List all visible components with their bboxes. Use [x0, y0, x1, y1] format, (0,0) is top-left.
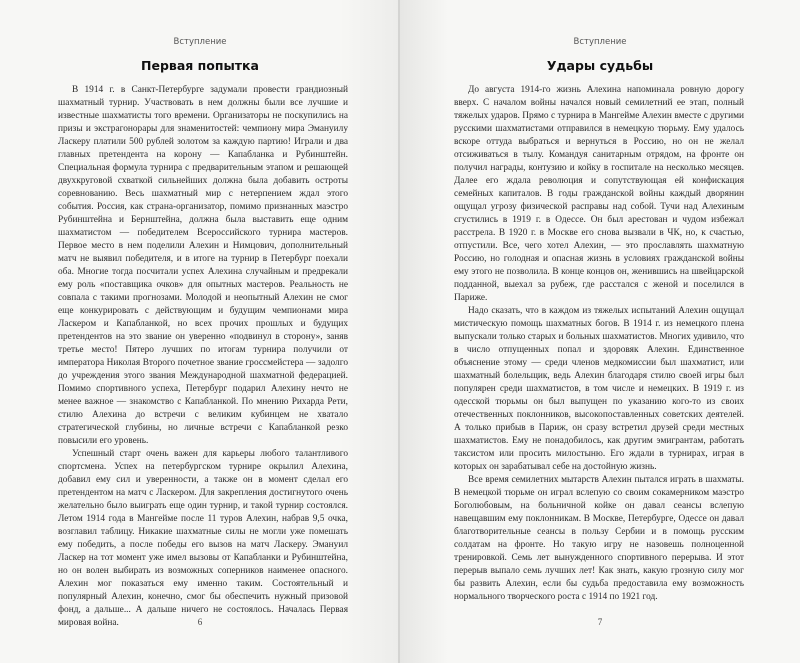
paragraph: Надо сказать, что в каждом из тяжелых испытаний Алехин ощущал мистическую помощь шахматных богов. В 1914 г. из немецкого плена выпускали только старых и больных шахматистов. Многих удивило, что в число отпущенных попал и здоровяк Алехин. Единственное объяснение этому — среди членов медкомиссии был шахматист, или шахматный болельщик, ведь Алехин благодаря стилю своей игры был популярен среди шахматистов, в том числе и немецких. В 1919 г. из одесской тюрьмы он был выпущен по указанию кого-то из своих отечественных поклонников, высокопоставленных советских деятелей. А только прибыв в Париж, он сразу встретил друзей среди местных шахматистов. Ему не понадобилось, как другим эмигрантам, работать таксистом или просить милостыню. Его ждали в турнирах, играя в которых он зарабатывал себе на достойную жизнь. [454, 306, 744, 472]
running-head-right: Вступление [573, 37, 627, 47]
chapter-title-first-attempt: Первая попытка [141, 58, 259, 73]
running-head-left: Вступление [173, 37, 227, 47]
right-page [400, 0, 800, 663]
paragraph: До августа 1914-го жизнь Алехина напоминала ровную дорогу вверх. С началом войны начался новый семилетний ее этап, полный тяжелых ударов. Прямо с турнира в Мангейме Алехин вместе с другими русскими шахматистами отправился в немецкую тюрьму. Ему удалось вскоре оттуда выбраться и вернуться в Россию, но он не желал отсиживаться в тылу. Командуя санитарным отрядом, на фронте он получил награды, контузию и койку в госпитале на несколько месяцев. Далее его ждала революция и сопутствующая ей конфискация семейных капиталов. В годы гражданской войны каждый дворянин ощущал угрозу физической расправы над собой. Тучи над Алехиным сгустились в 1919 г. в Одессе. Он был арестован и чудом избежал расстрела. В 1920 г. в Москве его снова вызвали в ЧК, но, к счастью, отпустили. Все, чего хотел Алехин, — это прославлять шахматную Россию, но голодная и опасная жизнь в условиях гражданской войны ему этого не позволила. В конце концов он, женившись на швейцарской подданной, выехал за рубеж, где расстался с женой и поселился в Париже. [454, 85, 744, 303]
paragraph: Все время семилетних мытарств Алехин пытался играть в шахматы. В немецкой тюрьме он играл вслепую со своим сокамерником маэстро Боголюбовым, на больничной койке он давал сеансы вслепую навещавшим ему поклонникам. В Москве, Петербурге, Одессе он давал благотворительные сеансы в пользу Сербии и в помощь русским солдатам на фронте. Но такую игру не назовешь полноценной тренировкой. Семь лет вынужденного спортивного перерыва. И этот перерыв выпало семь лучших лет! Как знать, какую грозную силу мог бы развить Алехин, если бы судьба предоставила ему возможность нормального творческого роста с 1914 по 1921 год. [454, 475, 744, 602]
page-number-left: 6 [197, 617, 203, 627]
paragraph: Успешный старт очень важен для карьеры любого талантливого спортсмена. Успех на петербургском турнире окрылил Алехина, добавил ему сил и уверенности, а также он в момент сделал его претендентом на матч с Ласкером. Для закрепления достигнутого очень желательно было выиграть еще один турнир, и такой турнир состоялся. Летом 1914 года в Мангейме после 11 туров Алехин, набрав 9,5 очка, возглавил таблицу. Никакие шахматные силы не могли уже помешать ему победить, а после победы его вызов на матч Ласкеру. Эмануил Ласкер на тот момент уже имел вызовы от Капабланки и Рубинштейна, но он волен выбирать из возможных соперников наименее опасного. Алехин мог показаться ему именно таким. Состоятельный и популярный Алехин, конечно, смог бы обеспечить нужный призовой фонд, а дальше... А дальше ничего не состоялось. Началась Первая мировая война. [58, 449, 348, 628]
chapter-title-blows-of-fate: Удары судьбы [546, 58, 654, 73]
page-number-right: 7 [597, 617, 603, 627]
right-page-body [454, 84, 744, 604]
paragraph: В 1914 г. в Санкт-Петербурге задумали провести грандиозный шахматный турнир. Участвовать в нем должны были все лучшие и известные шахматисты того времени. Организаторы не поскупились на призы и экстрагонорары для знаменитостей: чемпиону мира Эмануилу Ласкеру платили 500 рублей золотом за каждую партию! Играли и два главных претендента на корону — Капабланка и Рубинштейн. Специальная формула турнира с предварительным этапом и решающей двухкруговой схваткой сильнейших должна была добавить остроты соревнованию. Весь шахматный мир с нетерпением ждал этого события. Россия, как страна-организатор, помимо признанных маэстро Рубинштейна и Бернштейна, должна была выставить еще одним шахматистом — победителем Всероссийского турнира мастеров. Первое место в нем поделили Алехин и Нимцович, дополнительный матч не выявил победителя, и в итоге на турнир в Петербург поехали оба. Многие тогда посчитали успех Алехина случайным и предрекали ему роль «поставщика очков» для опытных мастеров. Реальность не совпала с такими прогнозами. Молодой и неопытный Алехин не смог еще конкурировать с действующим и будущим чемпионами мира Ласкером и Капабланкой, но всех прочих прошлых и будущих претендентов на это звание он уверенно «подвинул в сторону», заняв третье место! Пятеро лучших по итогам турнира получили от императора Николая Второго почетное звание гроссмейстера — задолго до учреждения этого звания Международной шахматной федерацией. Помимо спортивного успеха, Петербург подарил Алехину нечто не менее важное — знакомство с Капабланкой. По мнению Рихарда Рети, стилю Алехина до встречи с великим кубинцем не хватало стратегической глубины, но личные встречи с Капабланкой резко повысили его уровень. [58, 85, 348, 446]
left-page-body [58, 84, 348, 630]
